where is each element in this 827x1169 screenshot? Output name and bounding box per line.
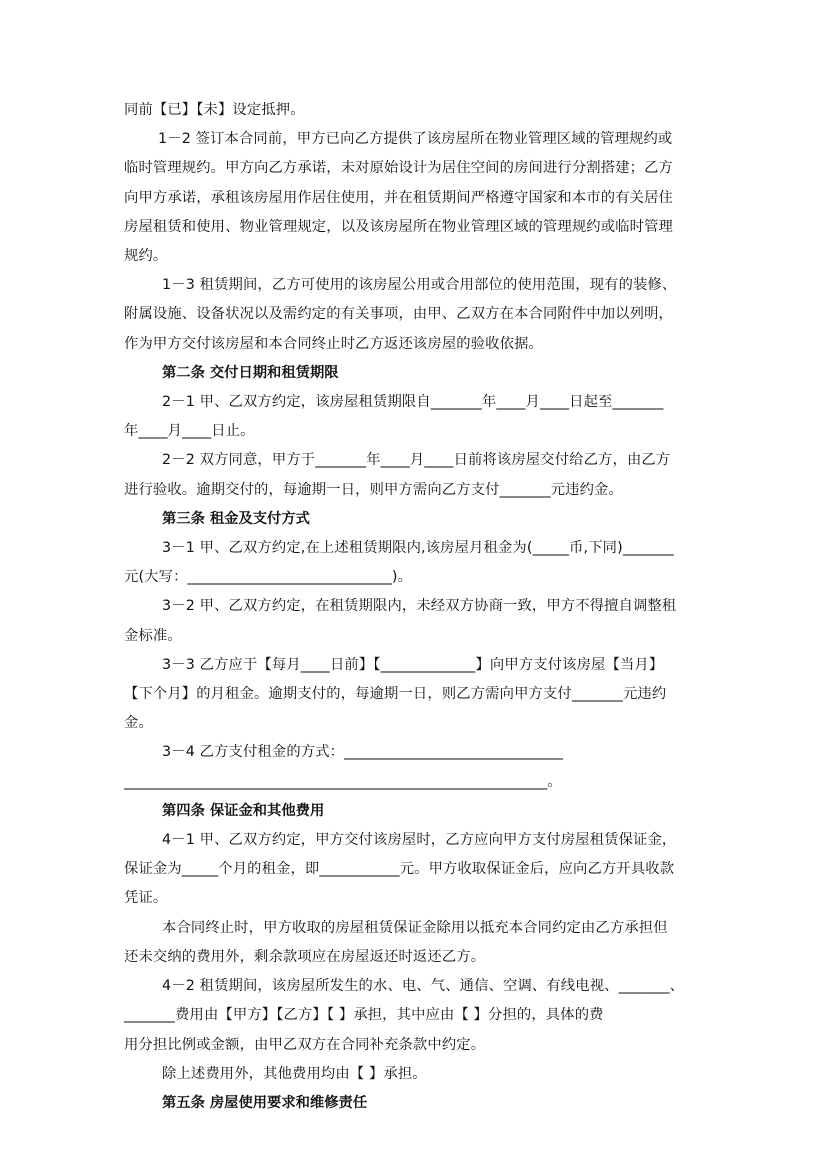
clause-1-2-line-4: 房屋租赁和使用、物业管理规定，以及该房屋所在物业管理区域的管理规约或临时管理 bbox=[124, 218, 673, 235]
contract-page bbox=[124, 96, 706, 1118]
clause-3-2-line-2: 金标准。 bbox=[124, 627, 182, 644]
clause-4-1-line-2: 保证金为_____个月的租金，即___________元。甲方收取保证金后，应向乙方开具收款 bbox=[124, 861, 675, 878]
clause-3-3-line-3: 金。 bbox=[124, 715, 153, 732]
clause-4-1-line-3: 凭证。 bbox=[124, 890, 168, 907]
article-5-heading: 第五条 房屋使用要求和维修责任 bbox=[162, 1094, 368, 1111]
clause-3-3-line-2: 【下个月】的月租金。逾期支付的，每逾期一日，则乙方需向甲方支付_______元违约 bbox=[124, 686, 667, 703]
clause-4-2-line-3: 用分担比例或金额，由甲乙双方在合同补充条款中约定。 bbox=[124, 1036, 486, 1053]
deposit-return-line-2: 还未交纳的费用外，剩余款项应在房屋返还时返还乙方。 bbox=[124, 948, 486, 965]
clause-1-2-line-1: 1－2 签订本合同前，甲方已向乙方提供了该房屋所在物业管理区域的管理规约或 bbox=[158, 131, 673, 148]
clause-1-1-continuation: 同前【已】【未】设定抵押。 bbox=[124, 102, 305, 118]
article-2-heading: 第二条 交付日期和租赁期限 bbox=[162, 364, 339, 381]
clause-2-1-line-1: 2－1 甲、乙双方约定，该房屋租赁期限自_______年____月____日起至_______ bbox=[162, 394, 664, 411]
clause-3-1-line-2: 元(大写：____________________________)。 bbox=[124, 569, 413, 586]
clause-3-4-line-2: __________________________________________________________。 bbox=[124, 773, 562, 790]
other-fees-line: 除上述费用外，其他费用均由【 】承担。 bbox=[162, 1065, 427, 1082]
clause-1-3-line-1: 1－3 租赁期间，乙方可使用的该房屋公用或合用部位的使用范围，现有的装修、 bbox=[162, 277, 677, 294]
clause-1-2-line-2: 临时管理规约。甲方向乙方承诺，未对原始设计为居住空间的房间进行分割搭建；乙方 bbox=[124, 160, 673, 177]
clause-2-1-line-2: 年____月____日止。 bbox=[124, 423, 255, 440]
clause-2-2-line-2: 进行验收。逾期交付的，每逾期一日，则甲方需向乙方支付_______元违约金。 bbox=[124, 481, 623, 498]
clause-4-2-line-2: _______费用由【甲方】【乙方】【 】承担，其中应由【 】分担的，具体的费 bbox=[124, 1007, 604, 1024]
article-3-heading: 第三条 租金及支付方式 bbox=[162, 510, 310, 527]
clause-3-3-line-1: 3－3 乙方应于【每月____日前】【_____________】向甲方支付该房屋【当月】 bbox=[162, 656, 664, 673]
clause-2-2-line-1: 2－2 双方同意，甲方于_______年____月____日前将该房屋交付给乙方，由乙方 bbox=[162, 452, 671, 469]
article-4-heading: 第四条 保证金和其他费用 bbox=[162, 802, 325, 819]
clause-4-2-line-1: 4－2 租赁期间，该房屋所发生的水、电、气、通信、空调、有线电视、_______、 bbox=[162, 978, 685, 995]
deposit-return-line-1: 本合同终止时，甲方收取的房屋租赁保证金除用以抵充本合同约定由乙方承担但 bbox=[162, 919, 668, 936]
clause-1-3-line-3: 作为甲方交付该房屋和本合同终止时乙方返还该房屋的验收依据。 bbox=[124, 335, 543, 352]
clause-4-1-line-1: 4－1 甲、乙双方约定，甲方交付该房屋时，乙方应向甲方支付房屋租赁保证金， bbox=[162, 832, 677, 849]
clause-3-1-line-1: 3－1 甲、乙双方约定,在上述租赁期限内,该房屋月租金为(_____币,下同)_______ bbox=[162, 540, 674, 557]
clause-3-4-line-1: 3－4 乙方支付租金的方式：______________________________ bbox=[162, 744, 564, 761]
clause-1-3-line-2: 附属设施、设备状况以及需约定的有关事项，由甲、乙双方在本合同附件中加以列明， bbox=[124, 306, 673, 323]
clause-1-2-line-5: 规约。 bbox=[124, 248, 168, 265]
clause-1-2-line-3: 向甲方承诺，承租该房屋用作居住使用，并在租赁期间严格遵守国家和本市的有关居住 bbox=[124, 189, 673, 206]
clause-3-2-line-1: 3－2 甲、乙双方约定，在租赁期限内，未经双方协商一致，甲方不得擅自调整租 bbox=[162, 598, 677, 615]
